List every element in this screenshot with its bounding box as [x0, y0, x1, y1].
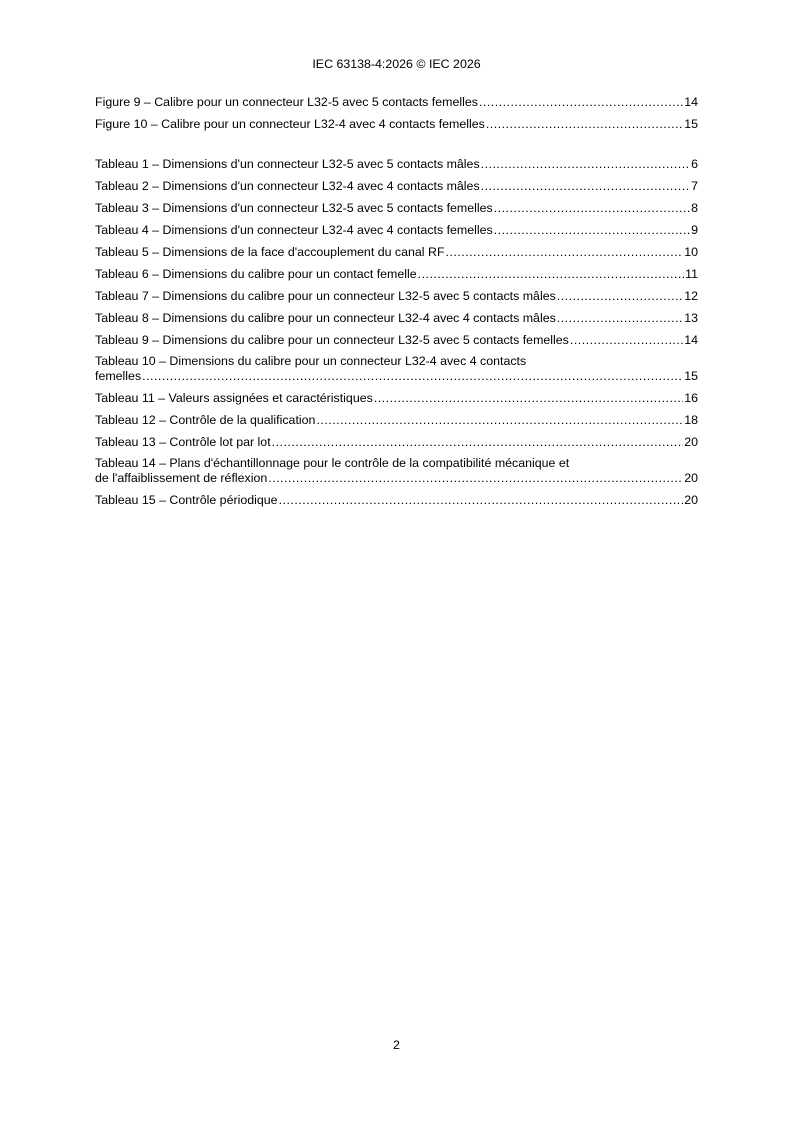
toc-entry-table-12[interactable] [95, 412, 698, 428]
list-of-tables [95, 156, 698, 508]
toc-entry-page: 16 [684, 391, 698, 405]
toc-entry-page: 20 [684, 471, 698, 485]
toc-entry-text: Tableau 4 – Dimensions d'un connecteur L32-4 avec 4 contacts femelles [95, 223, 493, 237]
dot-leader [494, 200, 690, 216]
toc-entry-figure-10[interactable] [95, 116, 698, 132]
toc-entry-text: Tableau 7 – Dimensions du calibre pour un connecteur L32-5 avec 5 contacts mâles [95, 289, 556, 303]
toc-entry-page: 20 [684, 435, 698, 449]
dot-leader [481, 156, 690, 172]
toc-entry-page: 20 [684, 493, 698, 507]
toc-entry-text: Tableau 13 – Contrôle lot par lot [95, 435, 271, 449]
toc-entry-table-5[interactable] [95, 244, 698, 260]
toc-entry-page: 14 [684, 333, 698, 347]
toc-entry-page: 13 [684, 311, 698, 325]
toc-entry-page: 6 [691, 157, 698, 171]
toc-entry-text-first-line: Tableau 10 – Dimensions du calibre pour un connecteur L32-4 avec 4 contacts [95, 354, 527, 368]
toc-entry-table-2[interactable] [95, 178, 698, 194]
toc-entry-table-13[interactable] [95, 434, 698, 450]
toc-entry-page: 14 [684, 95, 698, 109]
toc-entry-text: Tableau 9 – Dimensions du calibre pour un connecteur L32-5 avec 5 contacts femelles [95, 333, 569, 347]
dot-leader [557, 310, 683, 326]
dot-leader [316, 412, 683, 428]
toc-entry-page: 18 [684, 413, 698, 427]
dot-leader [557, 288, 683, 304]
table-of-contents [95, 94, 698, 514]
toc-entry-text-first-line: Tableau 14 – Plans d'échantillonnage pour le contrôle de la compatibilité mécanique et [95, 456, 570, 470]
toc-entry-text: Tableau 2 – Dimensions d'un connecteur L32-4 avec 4 contacts mâles [95, 179, 480, 193]
toc-entry-text: Tableau 8 – Dimensions du calibre pour un connecteur L32-4 avec 4 contacts mâles [95, 311, 556, 325]
toc-entry-text: Tableau 5 – Dimensions de la face d'accouplement du canal RF [95, 245, 445, 259]
toc-entry-table-4[interactable] [95, 222, 698, 238]
toc-entry-page: 8 [691, 201, 698, 215]
toc-entry-table-14[interactable] [95, 456, 698, 486]
dot-leader [272, 434, 684, 450]
toc-entry-text: de l'affaiblissement de réflexion [95, 471, 268, 485]
toc-entry-text: Tableau 11 – Valeurs assignées et caractéristiques [95, 391, 373, 405]
toc-entry-page: 15 [684, 369, 698, 383]
dot-leader [374, 390, 683, 406]
toc-entry-text: Tableau 1 – Dimensions d'un connecteur L32-5 avec 5 contacts mâles [95, 157, 480, 171]
dot-leader [446, 244, 684, 260]
dot-leader [268, 471, 683, 486]
toc-entry-table-11[interactable] [95, 390, 698, 406]
toc-entry-table-1[interactable] [95, 156, 698, 172]
dot-leader [481, 178, 690, 194]
toc-entry-page: 10 [684, 245, 698, 259]
toc-entry-text: Figure 9 – Calibre pour un connecteur L32-5 avec 5 contacts femelles [95, 95, 478, 109]
toc-entry-page: 12 [684, 289, 698, 303]
dot-leader [494, 222, 690, 238]
toc-entry-page: 11 [685, 267, 698, 281]
document-header: IEC 63138-4:2026 © IEC 2026 [312, 57, 481, 71]
toc-entry-table-15[interactable] [95, 492, 698, 508]
dot-leader [570, 332, 683, 348]
toc-entry-text: Tableau 3 – Dimensions d'un connecteur L32-5 avec 5 contacts femelles [95, 201, 493, 215]
toc-entry-page: 15 [684, 117, 698, 131]
toc-entry-text: Tableau 12 – Contrôle de la qualification [95, 413, 316, 427]
toc-entry-text: Tableau 15 – Contrôle périodique [95, 493, 278, 507]
dot-leader [479, 94, 683, 110]
toc-entry-table-9[interactable] [95, 332, 698, 348]
page-number: 2 [393, 1038, 400, 1052]
toc-entry-text: femelles [95, 369, 142, 383]
toc-entry-page: 7 [691, 179, 698, 193]
toc-entry-table-7[interactable] [95, 288, 698, 304]
toc-entry-figure-9[interactable] [95, 94, 698, 110]
toc-entry-text: Figure 10 – Calibre pour un connecteur L32-4 avec 4 contacts femelles [95, 117, 485, 131]
toc-entry-text: Tableau 6 – Dimensions du calibre pour un contact femelle [95, 267, 417, 281]
dot-leader [142, 369, 683, 384]
section-spacer [95, 138, 698, 156]
dot-leader [486, 116, 683, 132]
toc-entry-table-10[interactable] [95, 354, 698, 384]
list-of-figures [95, 94, 698, 132]
toc-entry-table-3[interactable] [95, 200, 698, 216]
toc-entry-table-6[interactable] [95, 266, 698, 282]
dot-leader [418, 266, 684, 282]
toc-entry-table-8[interactable] [95, 310, 698, 326]
toc-entry-page: 9 [691, 223, 698, 237]
dot-leader [279, 492, 684, 508]
